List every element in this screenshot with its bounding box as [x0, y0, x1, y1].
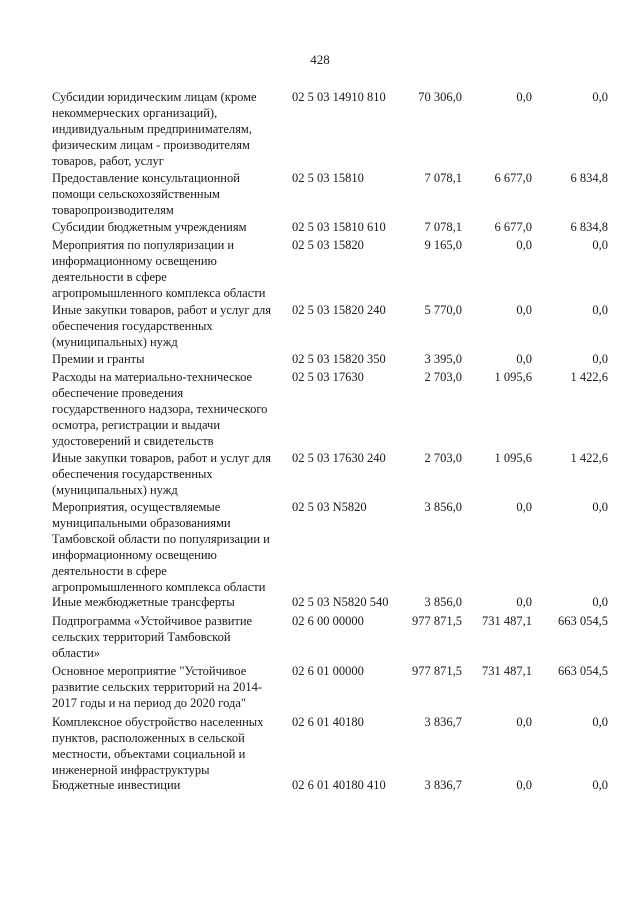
row-value-3: 6 834,8: [570, 171, 608, 185]
row-value-1: 9 165,0: [424, 238, 462, 252]
row-value-1: 3 836,7: [424, 715, 462, 729]
page-number: 428: [310, 52, 330, 67]
row-value-1: 2 703,0: [424, 451, 462, 465]
row-value-1: 3 836,7: [424, 778, 462, 792]
row-value-2: 1 095,6: [494, 451, 532, 465]
row-value-3: 0,0: [592, 500, 608, 514]
row-value-2: 731 487,1: [482, 664, 532, 678]
row-value-1: 3 856,0: [424, 595, 462, 609]
row-value-3: 0,0: [592, 352, 608, 366]
row-value-1: 977 871,5: [412, 664, 462, 678]
row-value-2: 6 677,0: [494, 220, 532, 234]
row-name: Расходы на материально-техническое обеспечение проведения государственного надзора, технического осмотра, регистрации и выдачи удостоверений и свидетельств: [52, 370, 268, 448]
row-code: 02 6 01 40180 410: [292, 778, 386, 792]
row-value-3: 0,0: [592, 595, 608, 609]
row-value-2: 0,0: [516, 778, 532, 792]
row-value-3: 0,0: [592, 715, 608, 729]
row-value-2: 0,0: [516, 238, 532, 252]
row-value-1: 5 770,0: [424, 303, 462, 317]
row-value-1: 3 856,0: [424, 500, 462, 514]
row-value-3: 0,0: [592, 778, 608, 792]
row-code: 02 5 03 15810: [292, 171, 364, 185]
row-value-3: 1 422,6: [570, 370, 608, 384]
row-value-1: 2 703,0: [424, 370, 462, 384]
row-value-1: 977 871,5: [412, 614, 462, 628]
row-name: Субсидии юридическим лицам (кроме некоммерческих организаций), индивидуальным предпринимателям, физическим лицам - производителям товаров, работ, услуг: [52, 90, 257, 168]
row-code: 02 6 01 00000: [292, 664, 364, 678]
row-name: Мероприятия, осуществляемые муниципальными образованиями Тамбовской области по популяризации и информационному освещению деятельности в сфере агропромышленного комплекса области: [52, 500, 270, 594]
row-value-1: 7 078,1: [424, 220, 462, 234]
row-value-3: 1 422,6: [570, 451, 608, 465]
row-name: Иные закупки товаров, работ и услуг для обеспечения государственных (муниципальных) нужд: [52, 451, 272, 497]
row-code: 02 5 03 14910 810: [292, 90, 386, 104]
row-value-2: 0,0: [516, 500, 532, 514]
row-name: Бюджетные инвестиции: [52, 778, 181, 792]
row-value-3: 0,0: [592, 90, 608, 104]
row-value-3: 6 834,8: [570, 220, 608, 234]
row-code: 02 5 03 15820: [292, 238, 364, 252]
row-name: Премии и гранты: [52, 352, 145, 366]
row-value-3: 663 054,5: [558, 664, 608, 678]
row-code: 02 5 03 15810 610: [292, 220, 386, 234]
row-value-2: 0,0: [516, 90, 532, 104]
row-code: 02 5 03 N5820 540: [292, 595, 389, 609]
row-name: Подпрограмма «Устойчивое развитие сельских территорий Тамбовской области»: [52, 614, 253, 660]
row-code: 02 5 03 15820 240: [292, 303, 386, 317]
row-code: 02 5 03 17630: [292, 370, 364, 384]
row-name: Иные закупки товаров, работ и услуг для обеспечения государственных (муниципальных) нужд: [52, 303, 272, 349]
row-value-3: 0,0: [592, 238, 608, 252]
row-name: Предоставление консультационной помощи сельскохозяйственным товаропроизводителям: [52, 171, 240, 217]
row-name: Мероприятия по популяризации и информационному освещению деятельности в сфере агропромышленного комплекса области: [52, 238, 266, 300]
row-code: 02 6 00 00000: [292, 614, 364, 628]
row-value-3: 0,0: [592, 303, 608, 317]
row-value-1: 70 306,0: [418, 90, 462, 104]
row-value-2: 0,0: [516, 715, 532, 729]
row-code: 02 5 03 15820 350: [292, 352, 386, 366]
row-value-2: 0,0: [516, 303, 532, 317]
row-name: Иные межбюджетные трансферты: [52, 595, 235, 609]
row-name: Субсидии бюджетным учреждениям: [52, 220, 247, 234]
row-value-3: 663 054,5: [558, 614, 608, 628]
row-name: Основное мероприятие "Устойчивое развитие сельских территорий на 2014- 2017 годы и на период до 2020 года": [52, 664, 263, 710]
row-value-2: 0,0: [516, 352, 532, 366]
row-value-2: 6 677,0: [494, 171, 532, 185]
row-value-1: 7 078,1: [424, 171, 462, 185]
row-value-2: 1 095,6: [494, 370, 532, 384]
row-value-1: 3 395,0: [424, 352, 462, 366]
row-code: 02 5 03 17630 240: [292, 451, 386, 465]
row-code: 02 6 01 40180: [292, 715, 364, 729]
row-value-2: 0,0: [516, 595, 532, 609]
row-code: 02 5 03 N5820: [292, 500, 367, 514]
row-value-2: 731 487,1: [482, 614, 532, 628]
row-name: Комплексное обустройство населенных пунктов, расположенных в сельской местности, объектами социальной и инженерной инфраструктуры: [52, 715, 264, 777]
